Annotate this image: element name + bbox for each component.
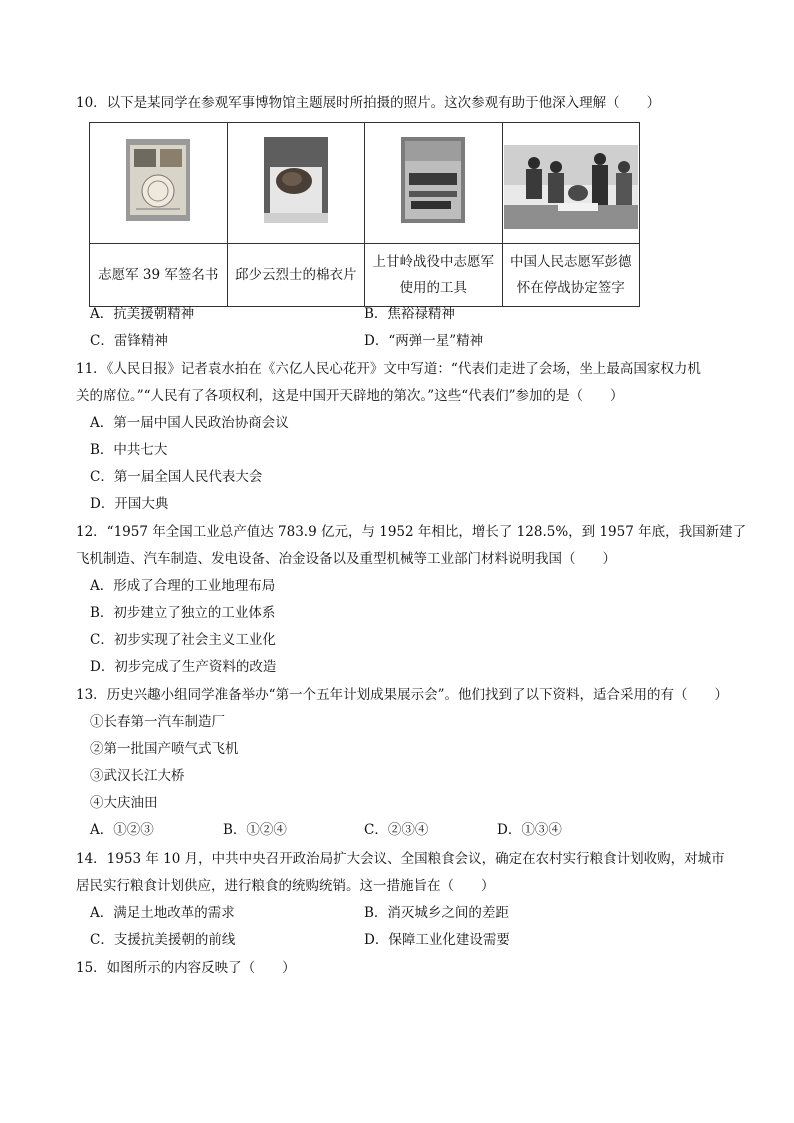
q13-item-2: ②第一批国产喷气式飞机 bbox=[90, 741, 239, 757]
q11-stem-line1: 11．《人民日报》记者袁水拍在《六亿人民心花开》文中写道：“代表们走进了会场，坐上最高国家权力机 bbox=[76, 361, 701, 377]
q14-option-c[interactable]: C．支援抗美援朝的前线 bbox=[90, 932, 236, 948]
q10-option-a[interactable]: A．抗美援朝精神 bbox=[90, 306, 195, 322]
caption-4: 中国人民志愿军彭德 怀在停战协定签字 bbox=[502, 244, 640, 307]
q13-option-c[interactable]: C．②③④ bbox=[364, 822, 429, 838]
photo-cell-4 bbox=[502, 123, 640, 244]
q14-stem-line2: 居民实行粮食计划供应，进行粮食的统购统销。这一措施旨在（ ） bbox=[76, 878, 495, 894]
photo-cell-2 bbox=[227, 123, 365, 244]
q13-option-b[interactable]: B．①②④ bbox=[223, 822, 287, 838]
caption-1: 志愿军 39 军签名书 bbox=[90, 244, 228, 307]
q14-option-a[interactable]: A．满足土地改革的需求 bbox=[90, 905, 235, 921]
q13-item-4: ④大庆油田 bbox=[90, 795, 158, 811]
q13-item-1: ①长春第一汽车制造厂 bbox=[90, 714, 225, 730]
q12-stem-line2: 飞机制造、汽车制造、发电设备、冶金设备以及重型机械等工业部门材料说明我国（ ） bbox=[76, 551, 616, 567]
q14-option-b[interactable]: B．消灭城乡之间的差距 bbox=[364, 905, 509, 921]
battle-tools-photo bbox=[401, 137, 465, 223]
q13-item-3: ③武汉长江大桥 bbox=[90, 768, 185, 784]
q13-option-a[interactable]: A．①②③ bbox=[90, 822, 154, 838]
q12-option-a[interactable]: A．形成了合理的工业地理布局 bbox=[90, 578, 276, 594]
q11-option-c[interactable]: C．第一届全国人民代表大会 bbox=[90, 469, 263, 485]
q10-photo-table bbox=[89, 122, 640, 307]
photo-cell-1 bbox=[90, 123, 228, 244]
q11-option-b[interactable]: B．中共七大 bbox=[90, 442, 168, 458]
signature-book-photo bbox=[126, 139, 190, 221]
q13-stem: 13．历史兴趣小组同学准备举办“第一个五年计划成果展示会”。他们找到了以下资料，适合采用的有（ ） bbox=[76, 687, 728, 703]
q10-option-d[interactable]: D．“两弹一星”精神 bbox=[364, 333, 484, 349]
armistice-signing-photo bbox=[504, 145, 638, 229]
q12-option-d[interactable]: D．初步完成了生产资料的改造 bbox=[90, 659, 277, 675]
q13-option-d[interactable]: D．①③④ bbox=[497, 822, 562, 838]
q11-stem-line2: 关的席位。”“人民有了各项权利，这是中国开天辟地的第次。”这些“代表们”参加的是（ ） bbox=[76, 388, 624, 404]
q10-stem: 10．以下是某同学在参观军事博物馆主题展时所拍摄的照片。这次参观有助于他深入理解（ ） bbox=[76, 95, 661, 111]
cotton-coat-piece-photo bbox=[264, 137, 328, 223]
q10-option-c[interactable]: C．雷锋精神 bbox=[90, 333, 168, 349]
q12-stem-line1: 12．“1957 年全国工业总产值达 783.9 亿元，与 1952 年相比，增长了 128.5%，到 1957 年底，我国新建了 bbox=[76, 524, 747, 540]
q12-option-b[interactable]: B．初步建立了独立的工业体系 bbox=[90, 605, 276, 621]
q11-option-a[interactable]: A．第一届中国人民政治协商会议 bbox=[90, 415, 289, 431]
q11-option-d[interactable]: D．开国大典 bbox=[90, 496, 169, 512]
caption-2: 邱少云烈士的棉衣片 bbox=[227, 244, 365, 307]
q10-option-b[interactable]: B．焦裕禄精神 bbox=[364, 306, 455, 322]
caption-3: 上甘岭战役中志愿军 使用的工具 bbox=[365, 244, 503, 307]
q14-stem-line1: 14．1953 年 10 月，中共中央召开政治局扩大会议、全国粮食会议，确定在农村实行粮食计划收购，对城市 bbox=[76, 851, 725, 867]
q15-stem: 15．如图所示的内容反映了（ ） bbox=[76, 960, 296, 976]
photo-cell-3 bbox=[365, 123, 503, 244]
q14-option-d[interactable]: D．保障工业化建设需要 bbox=[364, 932, 510, 948]
q12-option-c[interactable]: C．初步实现了社会主义工业化 bbox=[90, 632, 276, 648]
